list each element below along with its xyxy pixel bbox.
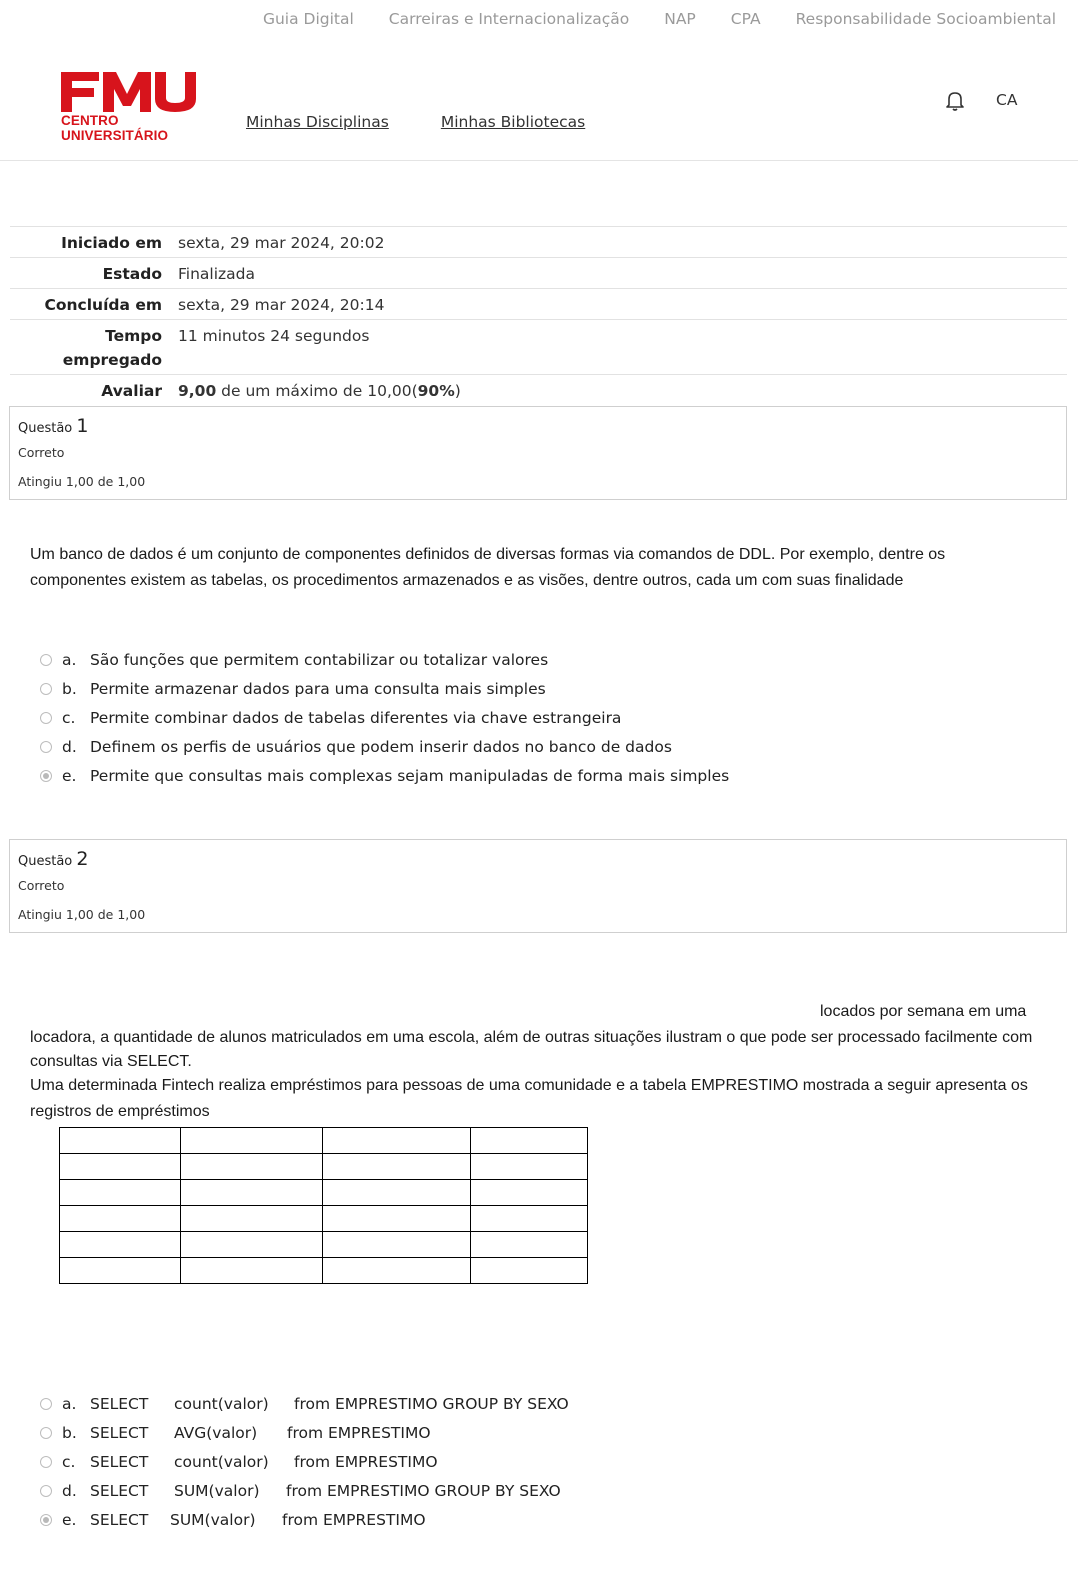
table-cell — [181, 1232, 323, 1258]
question-grade: Atingiu 1,00 de 1,00 — [18, 907, 146, 922]
summary-value: sexta, 29 mar 2024, 20:02 — [178, 234, 385, 252]
question-2-info — [9, 839, 1067, 933]
answer-select: SELECT — [90, 1481, 149, 1500]
answer-text: Definem os perfis de usuários que podem inserir dados no banco de dados — [90, 737, 672, 756]
summary-label — [10, 320, 178, 375]
table-row — [60, 1128, 588, 1154]
question-label: Questão — [18, 421, 73, 436]
radio-button-selected[interactable] — [40, 770, 52, 782]
radio-button[interactable] — [40, 1456, 52, 1468]
question-grade: Atingiu 1,00 de 1,00 — [18, 474, 146, 489]
question-text-line: locadora, a quantidade de alunos matriculados em uma escola, além de outras situações ilustram o que pode ser processado facilmente com — [30, 1029, 1033, 1046]
table-cell — [471, 1128, 588, 1154]
answer-option-a[interactable] — [40, 645, 729, 674]
table-row — [60, 1206, 588, 1232]
answer-letter: b. — [62, 679, 77, 698]
answer-letter: a. — [62, 1394, 77, 1413]
summary-row-time — [10, 320, 1067, 375]
table-cell — [60, 1258, 181, 1284]
nav-minhas-disciplinas[interactable]: Minhas Disciplinas — [246, 113, 389, 131]
answer-option-e[interactable] — [40, 761, 729, 790]
answer-letter: e. — [62, 766, 77, 785]
answer-letter: b. — [62, 1423, 77, 1442]
question-1-info — [9, 406, 1067, 500]
question-number — [18, 415, 89, 437]
fmu-logo-mark — [61, 72, 197, 112]
question-number-value: 1 — [76, 415, 89, 437]
radio-button[interactable] — [40, 683, 52, 695]
table-cell — [60, 1154, 181, 1180]
answer-option-c[interactable] — [40, 1447, 569, 1476]
answer-letter: d. — [62, 737, 77, 756]
answer-from: from EMPRESTIMO — [294, 1452, 438, 1471]
answer-expression: AVG(valor) — [174, 1423, 258, 1442]
summary-label: Concluída em — [44, 296, 162, 314]
site-header — [0, 58, 1078, 161]
topnav-link-nap[interactable]: NAP — [664, 10, 696, 28]
answer-letter: c. — [62, 708, 76, 727]
grade-percent: 90% — [417, 382, 455, 400]
answer-option-d[interactable] — [40, 1476, 569, 1505]
answer-expression: SUM(valor) — [170, 1510, 256, 1529]
top-utility-nav — [228, 10, 1056, 28]
main-nav — [246, 113, 637, 131]
answer-option-b[interactable] — [40, 674, 729, 703]
table-cell — [181, 1180, 323, 1206]
table-cell — [181, 1206, 323, 1232]
question-number-value: 2 — [76, 848, 89, 870]
table-cell — [181, 1258, 323, 1284]
question-1-text — [30, 542, 945, 594]
table-cell — [181, 1128, 323, 1154]
fmu-logo[interactable] — [61, 72, 201, 143]
question-label: Questão — [18, 854, 73, 869]
radio-button-selected[interactable] — [40, 1514, 52, 1526]
table-cell — [323, 1128, 471, 1154]
question-2-answers — [40, 1389, 569, 1534]
table-cell — [471, 1232, 588, 1258]
table-cell — [60, 1232, 181, 1258]
answer-text: São funções que permitem contabilizar ou totalizar valores — [90, 650, 549, 669]
summary-row-completed — [10, 289, 1067, 320]
topnav-link-carreiras[interactable]: Carreiras e Internacionalização — [388, 10, 630, 28]
summary-label: Estado — [102, 265, 162, 283]
radio-button[interactable] — [40, 654, 52, 666]
table-cell — [471, 1180, 588, 1206]
question-2-text — [30, 999, 1050, 1125]
summary-value: Finalizada — [178, 265, 256, 283]
answer-option-b[interactable] — [40, 1418, 569, 1447]
question-text-line: Uma determinada Fintech realiza empréstimos para pessoas de uma comunidade e a tabela EMPRESTIMO mostrada a seguir apresenta os — [30, 1077, 1028, 1094]
answer-expression: count(valor) — [174, 1452, 269, 1471]
radio-button[interactable] — [40, 712, 52, 724]
answer-text: Permite armazenar dados para uma consulta mais simples — [90, 679, 546, 698]
radio-button[interactable] — [40, 1485, 52, 1497]
radio-button[interactable] — [40, 741, 52, 753]
answer-from: from EMPRESTIMO GROUP BY SEXO — [286, 1481, 561, 1500]
table-row — [60, 1154, 588, 1180]
attempt-summary-table — [10, 226, 1067, 405]
table-cell — [60, 1128, 181, 1154]
table-cell — [323, 1232, 471, 1258]
grade-score: 9,00 — [178, 382, 217, 400]
summary-label: Iniciado em — [61, 234, 162, 252]
grade-mid: de um máximo de 10,00( — [216, 382, 418, 400]
topnav-link-guia-digital[interactable]: Guia Digital — [262, 10, 354, 28]
table-cell — [323, 1258, 471, 1284]
time-label-line2: empregado — [62, 351, 162, 369]
question-text-line: componentes existem as tabelas, os procedimentos armazenados e as visões, dentre outros, cada um com suas finalidade — [30, 572, 904, 589]
nav-minhas-bibliotecas[interactable]: Minhas Bibliotecas — [440, 113, 586, 131]
question-text-line: Um banco de dados é um conjunto de componentes definidos de diversas formas via comandos de DDL. Por exemplo, dentre os — [30, 546, 946, 563]
table-row — [60, 1180, 588, 1206]
answer-from: from EMPRESTIMO GROUP BY SEXO — [294, 1394, 569, 1413]
answer-option-d[interactable] — [40, 732, 729, 761]
table-cell — [181, 1154, 323, 1180]
question-text-line: registros de empréstimos — [30, 1103, 210, 1120]
question-number — [18, 848, 89, 870]
radio-button[interactable] — [40, 1427, 52, 1439]
summary-value: 11 minutos 24 segundos — [178, 327, 370, 345]
summary-row-started — [10, 227, 1067, 258]
user-initials[interactable]: CA — [996, 91, 1018, 109]
radio-button[interactable] — [40, 1398, 52, 1410]
answer-letter: c. — [62, 1452, 76, 1471]
table-row — [60, 1258, 588, 1284]
question-text-line: consultas via SELECT. — [30, 1053, 192, 1070]
summary-value — [178, 375, 1067, 406]
question-1-answers — [40, 645, 729, 790]
answer-option-c[interactable] — [40, 703, 729, 732]
table-cell — [60, 1180, 181, 1206]
summary-row-grade — [10, 375, 1067, 406]
table-cell — [60, 1206, 181, 1232]
answer-select: SELECT — [90, 1394, 149, 1413]
table-cell — [471, 1154, 588, 1180]
answer-select: SELECT — [90, 1452, 149, 1471]
answer-letter: d. — [62, 1481, 77, 1500]
time-label-line1: Tempo — [105, 327, 162, 345]
logo-subtitle: CENTRO UNIVERSITÁRIO — [61, 113, 169, 143]
answer-from: from EMPRESTIMO — [282, 1510, 426, 1529]
table-cell — [323, 1206, 471, 1232]
emprestimo-table — [59, 1127, 588, 1284]
question-text-line: locados por semana em uma — [820, 1003, 1027, 1020]
table-cell — [323, 1154, 471, 1180]
answer-expression: SUM(valor) — [174, 1481, 260, 1500]
answer-select: SELECT — [90, 1510, 149, 1529]
answer-option-a[interactable] — [40, 1389, 569, 1418]
topnav-link-cpa[interactable]: CPA — [730, 10, 761, 28]
grade-end: ) — [454, 382, 461, 400]
answer-from: from EMPRESTIMO — [287, 1423, 431, 1442]
answer-text: Permite combinar dados de tabelas diferentes via chave estrangeira — [90, 708, 622, 727]
topnav-link-responsabilidade[interactable]: Responsabilidade Socioambiental — [795, 10, 1056, 28]
table-row — [60, 1232, 588, 1258]
summary-row-state — [10, 258, 1067, 289]
answer-option-e[interactable] — [40, 1505, 569, 1534]
answer-letter: e. — [62, 1510, 77, 1529]
table-cell — [471, 1258, 588, 1284]
question-state: Correto — [18, 445, 65, 460]
summary-label: Avaliar — [101, 382, 162, 400]
answer-expression: count(valor) — [174, 1394, 269, 1413]
table-cell — [471, 1206, 588, 1232]
answer-letter: a. — [62, 650, 77, 669]
bell-icon[interactable] — [945, 90, 965, 116]
question-state: Correto — [18, 878, 65, 893]
answer-text: Permite que consultas mais complexas sejam manipuladas de forma mais simples — [90, 766, 730, 785]
summary-value: sexta, 29 mar 2024, 20:14 — [178, 296, 385, 314]
answer-select: SELECT — [90, 1423, 149, 1442]
table-cell — [323, 1180, 471, 1206]
